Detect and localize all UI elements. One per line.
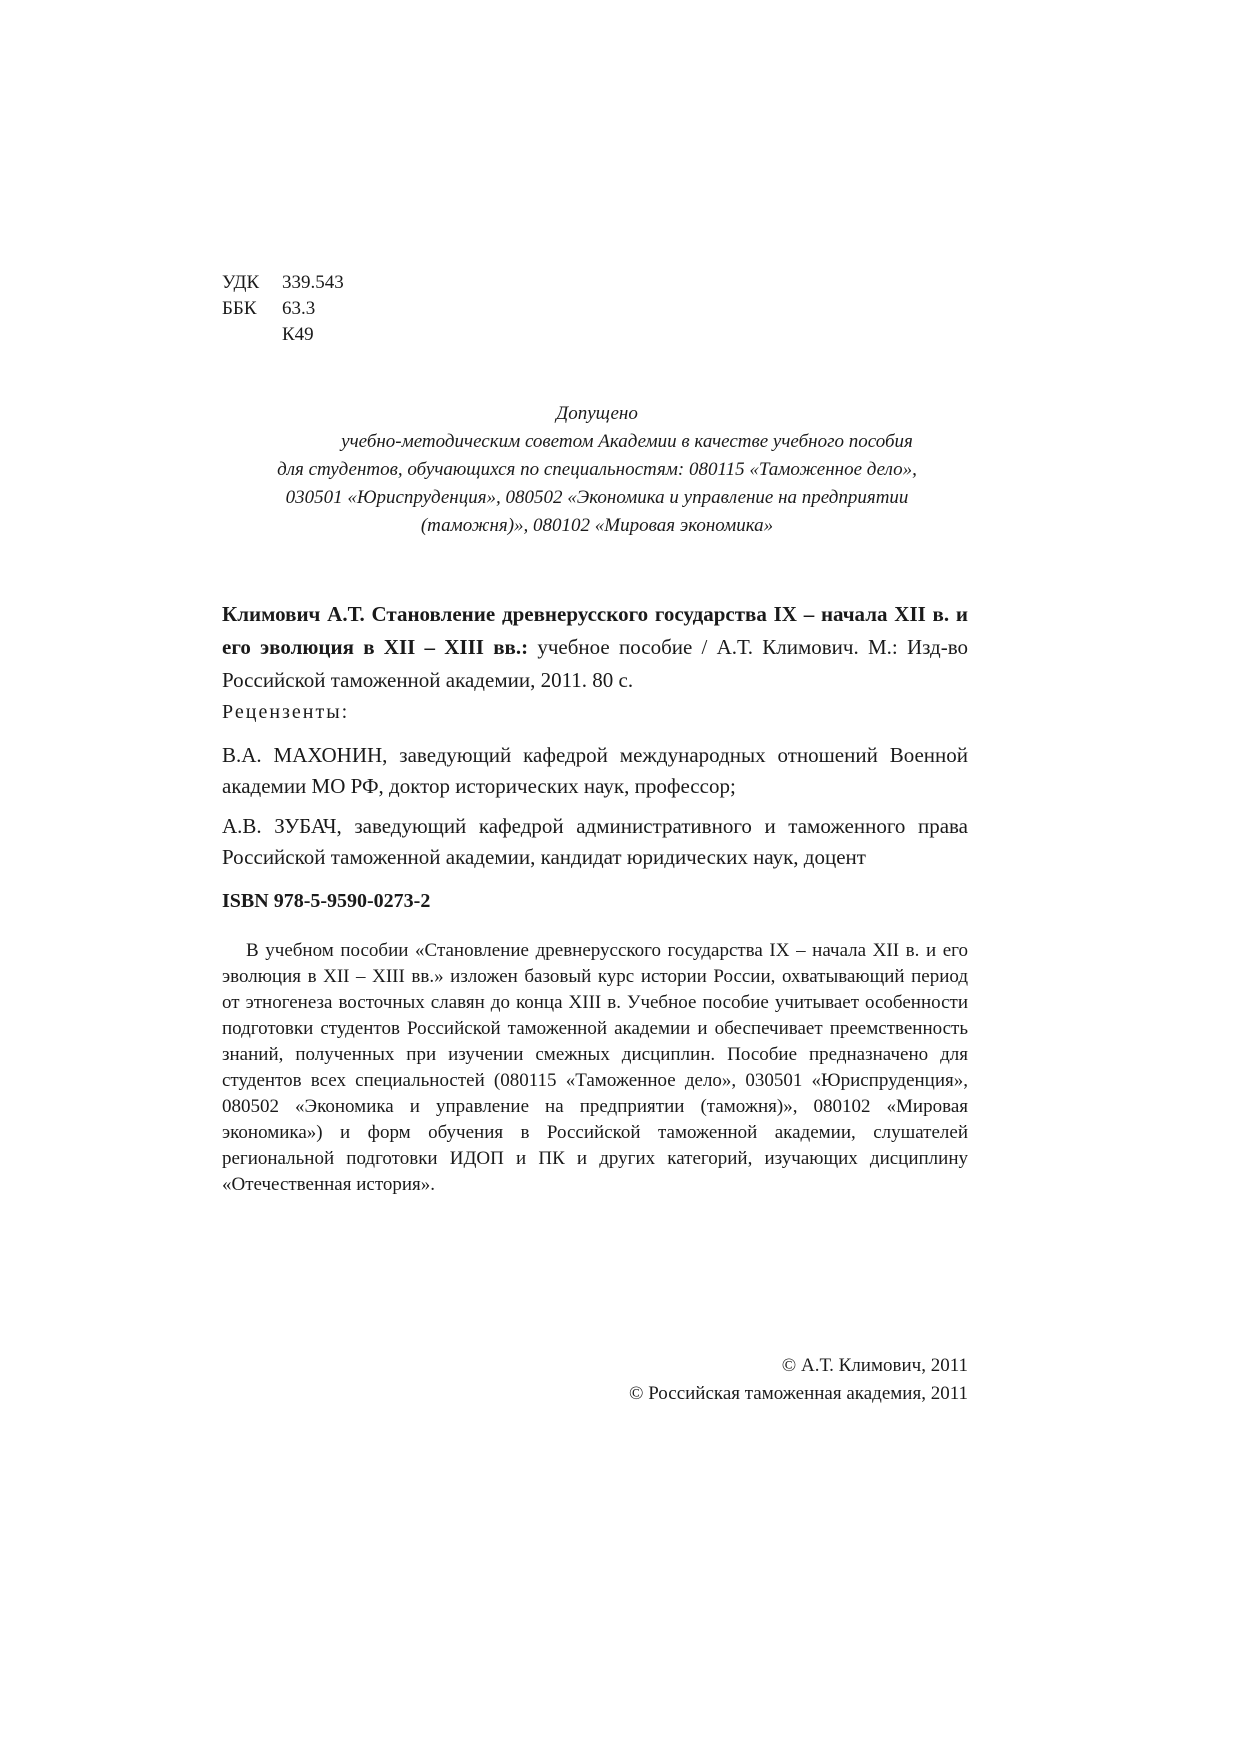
reviewers-heading: Рецензенты:: [222, 701, 350, 723]
author-sign: К49: [282, 324, 314, 345]
bbk-value: 63.3: [282, 298, 316, 319]
approval-line: 030501 «Юриспруденция», 080502 «Экономика и управление на предприятии: [285, 487, 909, 508]
approval-stamp: [222, 400, 972, 540]
isbn: ISBN 978-5-9590-0273-2: [222, 890, 431, 912]
author-sign-row: [222, 322, 344, 348]
classification-block: [222, 270, 344, 348]
bibliographic-record: [222, 598, 968, 697]
abstract-paragraph: В учебном пособии «Становление древнерусского государства IX – начала XII в. и его эволюция в XII – XIII вв.» изложен базовый курс истории России, охватывающий период от этногенеза восточных славян до конца XIII в. Учебное пособие учитывает особенности подготовки студентов Российской таможенной академии и обеспечивает преемственность знаний, полученных при изучении смежных дисциплин. Пособие предназначено для студентов всех специальностей (080115 «Таможенное дело», 030501 «Юриспруденция», 080502 «Экономика и управление на предприятии (таможня)», 080102 «Мировая экономика») и форм обучения в Российской таможенной академии, слушателей региональной подготовки ИДОП и ПК и других категорий, изучающих дисциплину «Отечественная история».: [222, 940, 968, 1195]
bibliographic-details: учебное пособие / А.Т. Климович. М.: Изд-во Российской таможенной академии, 2011. 80 с.: [222, 635, 968, 692]
bibliographic-title: Климович А.Т. Становление древнерусского государства IX – начала XII в. и его эволюция в XII – XIII вв.:: [222, 602, 968, 659]
udk-label: УДК: [222, 272, 260, 293]
bbk-row: [222, 296, 344, 322]
approval-line: учебно-методическим советом Академии в качестве учебного пособия: [341, 431, 913, 452]
copyright-line: © А.Т. Климович, 2011: [781, 1355, 968, 1376]
copyright-line: © Российская таможенная академия, 2011: [629, 1383, 968, 1404]
approval-line: (таможня)», 080102 «Мировая экономика»: [420, 515, 774, 536]
approval-line: для студентов, обучающихся по специальностям: 080115 «Таможенное дело»,: [277, 459, 917, 480]
udk-row: [222, 270, 344, 296]
reviewer-entry: В.А. МАХОНИН, заведующий кафедрой международных отношений Военной академии МО РФ, доктор исторических наук, профессор;: [222, 743, 968, 798]
udk-value: 339.543: [282, 272, 344, 293]
copyright-block: [560, 1352, 968, 1408]
reviewer-entry: А.В. ЗУБАЧ, заведующий кафедрой административного и таможенного права Российской таможенной академии, кандидат юридических наук, доцент: [222, 814, 968, 869]
approval-line: Допущено: [556, 403, 638, 424]
bbk-label: ББК: [222, 298, 257, 319]
